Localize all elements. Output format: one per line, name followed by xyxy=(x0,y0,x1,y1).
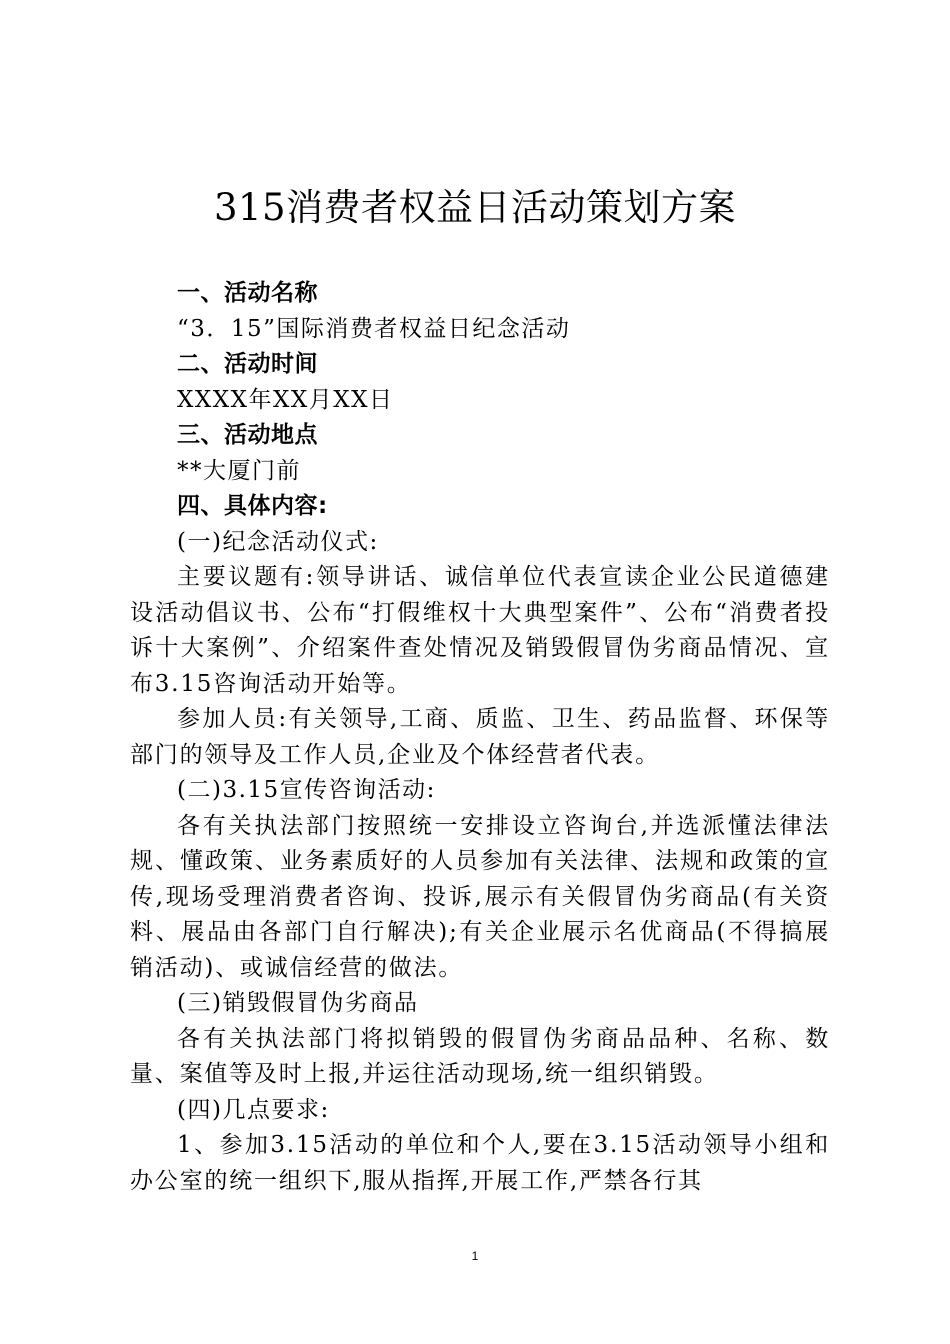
subsection-consultation: (二)3.15宣传咨询活动: xyxy=(177,777,436,803)
document-title: 315消费者权益日活动策划方案 xyxy=(213,186,737,229)
paragraph-agenda: 主要议题有:领导讲话、诚信单位代表宣读企业公民道德建设活动倡议书、公布“打假维权十大典型案件”、公布“消费者投诉十大案例”、介绍案件查处情况及销毁假冒伪劣商品情况、宣布3.15咨询活动开始等。 xyxy=(130,564,830,697)
activity-name-text: “3．15”国际消费者权益日纪念活动 xyxy=(177,315,571,342)
activity-time-text: XXXX年XX月XX日 xyxy=(177,386,394,413)
section-heading-content: 四、具体内容: xyxy=(177,493,328,519)
paragraph-participants: 参加人员:有关领导,工商、质监、卫生、药品监督、环保等部门的领导及工作人员,企业及个体经营者代表。 xyxy=(130,706,830,768)
subsection-destroy: (三)销毁假冒伪劣商品 xyxy=(177,990,419,1016)
subsection-ceremony: (一)纪念活动仪式: xyxy=(177,528,379,555)
paragraph-destroy: 各有关执法部门将拟销毁的假冒伪劣商品品种、名称、数量、案值等及时上报,并运往活动现场,统一组织销毁。 xyxy=(130,1025,830,1087)
activity-place-text: **大厦门前 xyxy=(177,457,301,484)
section-heading-time: 二、活动时间 xyxy=(177,351,318,377)
page-number: 1 xyxy=(471,1249,479,1263)
section-heading-place: 三、活动地点 xyxy=(177,422,318,448)
section-heading-name: 一、活动名称 xyxy=(177,280,318,306)
paragraph-consultation: 各有关执法部门按照统一安排设立咨询台,并选派懂法律法规、懂政策、业务素质好的人员参加有关法律、法规和政策的宣传,现场受理消费者咨询、投诉,展示有关假冒伪劣商品(有关资料、展品由各部门自行解决);有关企业展示名优商品(不得搞展销活动)、或诚信经营的做法。 xyxy=(130,812,830,981)
subsection-requirements: (四)几点要求: xyxy=(177,1096,330,1123)
paragraph-requirement-1: 1、参加3.15活动的单位和个人,要在3.15活动领导小组和办公室的统一组织下,服从指挥,开展工作,严禁各行其 xyxy=(130,1132,830,1194)
document-body xyxy=(130,276,830,1199)
